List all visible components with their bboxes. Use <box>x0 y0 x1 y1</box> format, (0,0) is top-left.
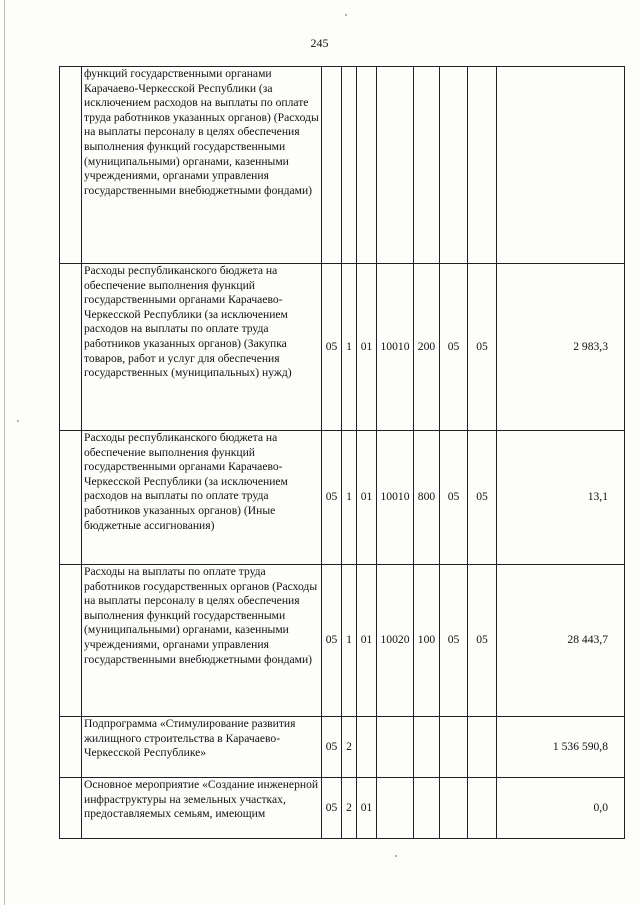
scan-speck <box>395 855 397 857</box>
code-cell <box>440 717 468 778</box>
code-cell <box>377 67 414 264</box>
scan-speck <box>17 420 19 422</box>
code-cell: 800 <box>414 431 440 565</box>
code-cell <box>440 67 468 264</box>
code-cell: 05 <box>440 565 468 717</box>
code-cell: 05 <box>468 431 497 565</box>
amount-cell: 1 536 590,8 <box>497 717 625 778</box>
code-cell <box>377 717 414 778</box>
code-cell: 05 <box>322 264 342 431</box>
code-cell <box>357 67 377 264</box>
code-cell <box>414 717 440 778</box>
table-cell-empty <box>60 565 82 717</box>
code-cell <box>440 778 468 839</box>
code-cell: 01 <box>357 565 377 717</box>
code-cell <box>342 67 357 264</box>
scan-speck <box>345 14 347 16</box>
code-cell <box>322 67 342 264</box>
table-row <box>60 778 625 839</box>
code-cell: 100 <box>414 565 440 717</box>
code-cell: 01 <box>357 264 377 431</box>
code-cell <box>468 778 497 839</box>
code-cell: 05 <box>322 565 342 717</box>
code-cell <box>357 717 377 778</box>
code-cell <box>414 67 440 264</box>
amount-cell: 2 983,3 <box>497 264 625 431</box>
code-cell: 05 <box>468 565 497 717</box>
budget-table <box>59 66 625 839</box>
code-cell: 1 <box>342 431 357 565</box>
row-description: Основное мероприятие «Создание инженерной инфраструктуры на земельных участках, предоставляемых семьям, имеющим <box>82 778 322 839</box>
page-number: 245 <box>310 36 329 50</box>
code-cell <box>468 67 497 264</box>
row-description: Расходы республиканского бюджета на обеспечение выполнения функций государственными органами Карачаево-Черкесской Республики (за исключением расходов на выплаты по оплате труда работников указанных органов) (Закупка товаров, работ и услуг для обеспечения государственных (муниципальных) нужд) <box>82 264 322 431</box>
code-cell: 05 <box>322 717 342 778</box>
code-cell: 2 <box>342 717 357 778</box>
code-cell: 01 <box>357 431 377 565</box>
scan-edge-line <box>4 0 5 905</box>
code-cell: 200 <box>414 264 440 431</box>
amount-cell: 13,1 <box>497 431 625 565</box>
amount-cell <box>497 67 625 264</box>
code-cell <box>377 778 414 839</box>
code-cell: 01 <box>357 778 377 839</box>
table-cell-empty <box>60 431 82 565</box>
code-cell: 10020 <box>377 565 414 717</box>
code-cell: 1 <box>342 264 357 431</box>
amount-cell: 0,0 <box>497 778 625 839</box>
table-cell-empty <box>60 264 82 431</box>
code-cell: 2 <box>342 778 357 839</box>
code-cell <box>468 717 497 778</box>
code-cell <box>414 778 440 839</box>
table-row <box>60 565 625 717</box>
row-description: Подпрограмма «Стимулирование развития жилищного строительства в Карачаево-Черкесской Республике» <box>82 717 322 778</box>
code-cell: 10010 <box>377 431 414 565</box>
row-description: Расходы республиканского бюджета на обеспечение выполнения функций государственными органами Карачаево-Черкесской Республики (за исключением расходов на выплаты по оплате труда работников указанных органов) (Иные бюджетные ассигнования) <box>82 431 322 565</box>
table-row <box>60 431 625 565</box>
code-cell: 10010 <box>377 264 414 431</box>
code-cell: 05 <box>440 264 468 431</box>
row-description: функций государственными органами Карачаево-Черкесской Республики (за исключением расходов на выплаты по оплате труда работников указанных органов) (Расходы на выплаты персоналу в целях обеспечения выполнения функций государственными (муниципальными) органами, казенными учреждениями, органами управления государственными внебюджетными фондами) <box>82 67 322 264</box>
code-cell: 05 <box>322 778 342 839</box>
table-row <box>60 264 625 431</box>
code-cell: 05 <box>322 431 342 565</box>
table-cell-empty <box>60 717 82 778</box>
table-cell-empty <box>60 67 82 264</box>
code-cell: 1 <box>342 565 357 717</box>
table-cell-empty <box>60 778 82 839</box>
row-description: Расходы на выплаты по оплате труда работников государственных органов (Расходы на выплаты персоналу в целях обеспечения выполнения функций государственными (муниципальными) органами, казенными учреждениями, органами управления государственными внебюджетными фондами) <box>82 565 322 717</box>
table-row <box>60 67 625 264</box>
code-cell: 05 <box>440 431 468 565</box>
code-cell: 05 <box>468 264 497 431</box>
table-row <box>60 717 625 778</box>
amount-cell: 28 443,7 <box>497 565 625 717</box>
